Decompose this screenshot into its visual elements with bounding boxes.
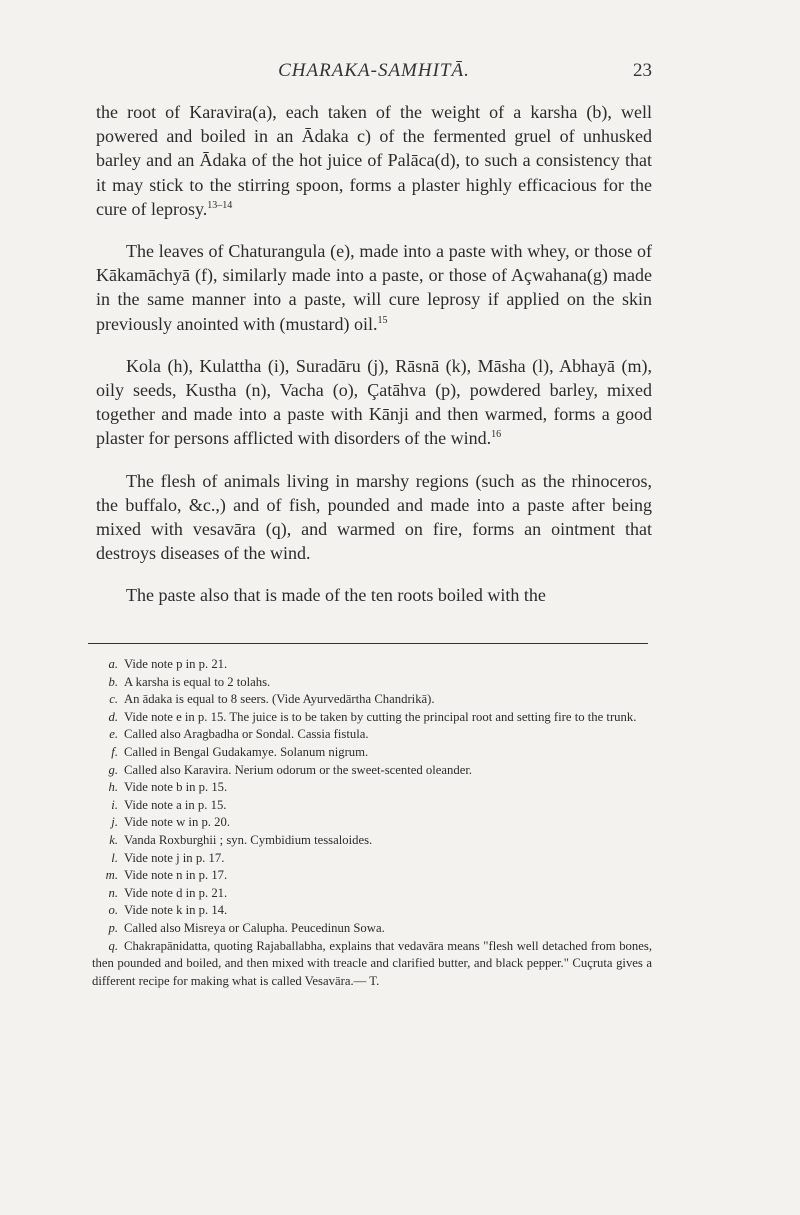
footnote-key: b.	[108, 674, 118, 689]
footnote-key: k.	[109, 832, 118, 847]
footnote: k. Vanda Roxburghii ; syn. Cymbidium tessaloides.	[92, 832, 652, 850]
footnote-key: l.	[111, 850, 118, 865]
footnote: q. Chakrapānidatta, quoting Rajaballabha, explains that vedavāra means "flesh well detached from bones, then pounded and boiled, and then mixed with treacle and clarified butter, and black pepper." Cuçruta gives a different recipe for making what is called Vesavāra.— T.	[92, 938, 652, 988]
footnote-key: c.	[109, 692, 118, 707]
footnote-key: a.	[108, 657, 118, 671]
footnote: m. Vide note n in p. 17.	[92, 867, 652, 885]
paragraph: The flesh of animals living in marshy regions (such as the rhinoceros, the buffalo, &c.,) and of fish, pounded and made into a paste after being mixed with vesavāra (q), and warmed on fire, forms an ointment that destroys diseases of the wind.	[96, 470, 652, 564]
paragraph: The leaves of Chaturangula (e), made into a paste with whey, or those of Kākamāchyā (f), similarly made into a paste, or those of Açwahana(g) made in the same manner into a paste, will cure leprosy if applied on the skin previously anointed with (mustard) oil.$^{15}$	[96, 241, 652, 334]
footnote: e. Called also Aragbadha or Sondal. Cassia fistula.	[92, 726, 652, 744]
footnote-key: d.	[108, 709, 118, 724]
footnote: b. A karsha is equal to 2 tolahs.	[92, 674, 652, 692]
paragraph: The paste also that is made of the ten roots boiled with the	[126, 585, 546, 606]
footnote-key: h.	[108, 780, 118, 795]
footnote: n. Vide note d in p. 21.	[92, 885, 652, 903]
footnote-divider	[88, 643, 648, 644]
verse-number: 13–14	[207, 199, 233, 211]
running-header	[96, 60, 652, 90]
footnote: p. Called also Misreya or Calupha. Peucedinun Sowa.	[92, 920, 652, 938]
footnote-key: o.	[108, 903, 118, 918]
page-number: 23	[633, 60, 652, 81]
footnote: j. Vide note w in p. 20.	[92, 814, 652, 832]
body-text	[96, 100, 652, 608]
footnotes	[92, 656, 652, 990]
verse-number: 15	[377, 314, 388, 326]
footnote-key: f.	[111, 744, 118, 759]
footnote: c. An ādaka is equal to 8 seers. (Vide Ayurvedārtha Chandrikā).	[92, 691, 652, 709]
footnote: o. Vide note k in p. 14.	[92, 902, 652, 920]
footnote: g. Called also Karavira. Nerium odorum or the sweet-scented oleander.	[92, 762, 652, 780]
running-title: CHARAKA-SAMHITĀ.	[278, 60, 470, 81]
footnote-key: q.	[108, 938, 118, 953]
footnote: f. Called in Bengal Gudakamye. Solanum nigrum.	[92, 744, 652, 762]
verse-number: 16	[491, 429, 502, 441]
footnote-key: n.	[108, 885, 118, 900]
footnote-key: g.	[108, 762, 118, 777]
footnote: d. Vide note e in p. 15. The juice is to be taken by cutting the principal root and setting fire to the trunk.	[92, 709, 652, 727]
footnote: h. Vide note b in p. 15.	[92, 779, 652, 797]
paragraph: Kola (h), Kulattha (i), Suradāru (j), Rāsnā (k), Māsha (l), Abhayā (m), oily seeds, Kustha (n), Vacha (o), Çatāhva (p), powdered barley, mixed together and made into a paste with Kānji and then warmed, forms a good plaster for persons afflicted with disorders of the wind.$^{16}$	[96, 355, 652, 449]
footnote: i. Vide note a in p. 15.	[92, 797, 652, 815]
footnote-key: i.	[111, 797, 118, 812]
footnote-key: j.	[111, 815, 118, 830]
footnote: l. Vide note j in p. 17.	[92, 850, 652, 868]
footnote-key: e.	[109, 727, 118, 742]
footnote: a. Vide note p in p. 21.	[92, 656, 652, 674]
footnote-key: m.	[105, 868, 118, 883]
paragraph: the root of Karavira(a), each taken of the weight of a karsha (b), well powered and boiled in an Ādaka c) of the fermented gruel of unhusked barley and an Ādaka of the hot juice of Palāca(d), to such a consistency that it may stick to the stirring spoon, forms a plaster highly efficacious for the cure of leprosy.$^{13-14}$	[96, 102, 652, 219]
footnote-key: p.	[108, 920, 118, 935]
